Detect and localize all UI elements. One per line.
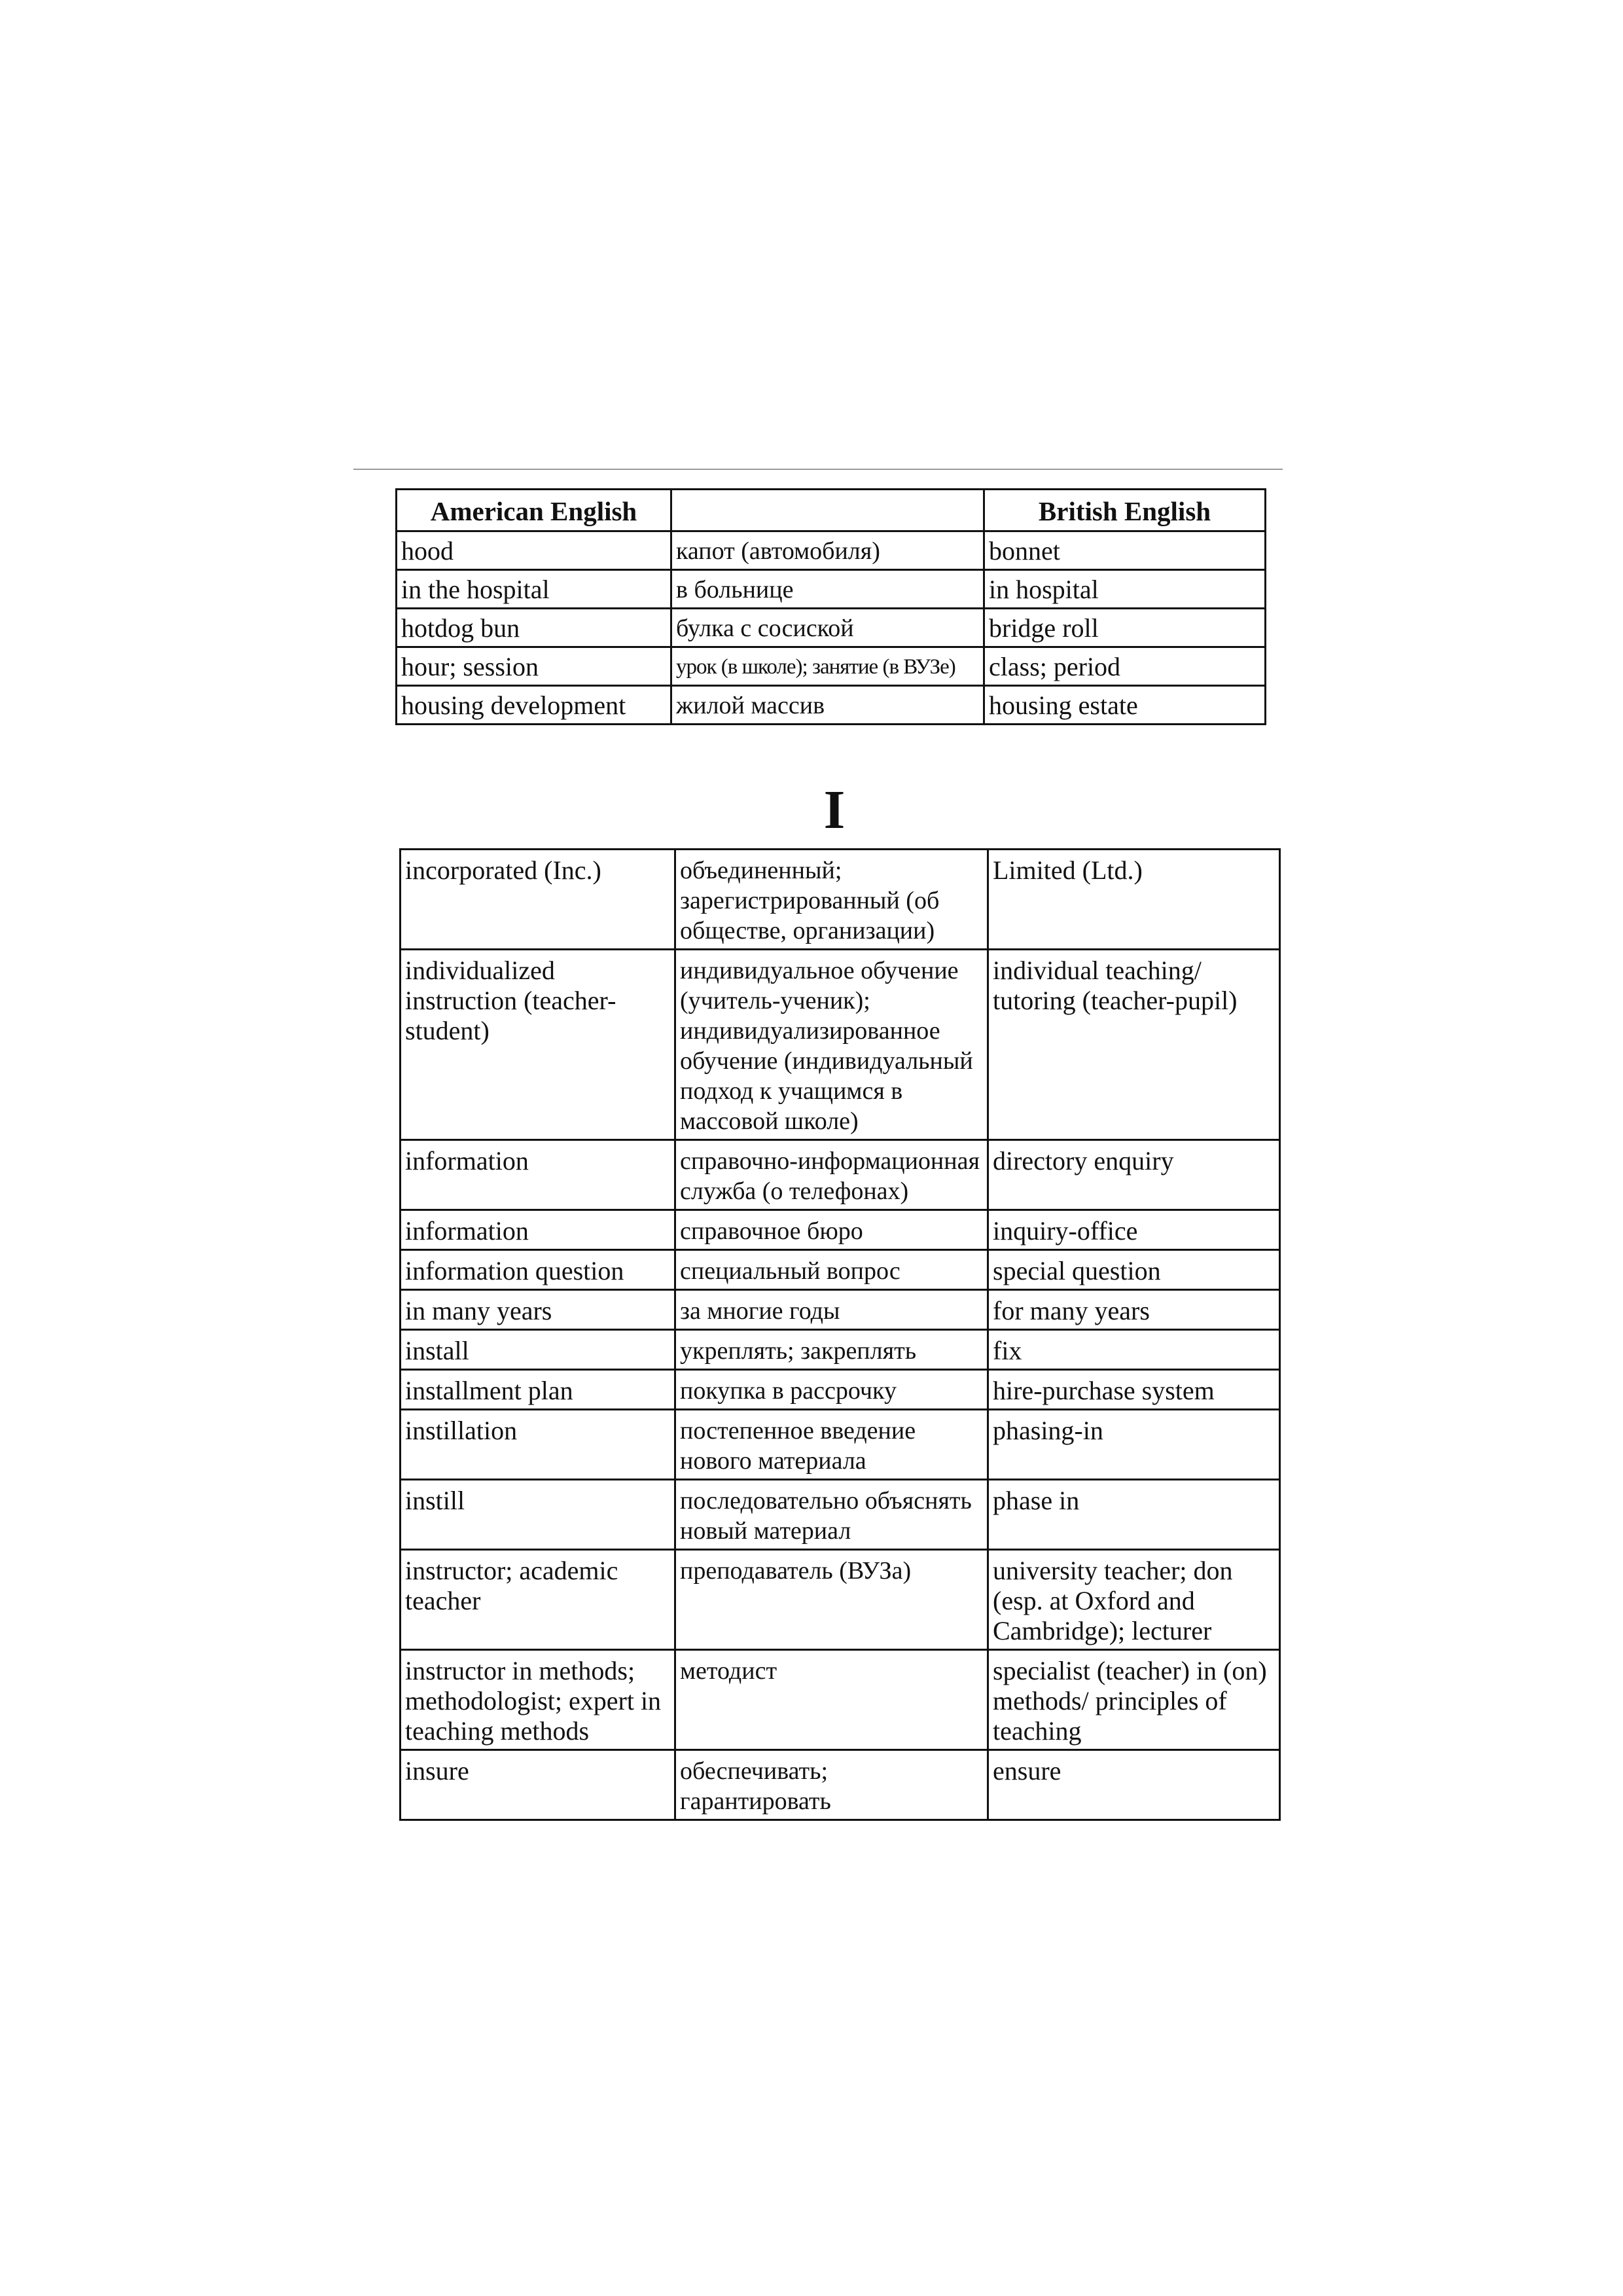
american-term: in many years [401, 1290, 675, 1330]
british-term: phase in [988, 1480, 1280, 1550]
table-row [401, 1550, 1280, 1650]
american-term: housing development [397, 686, 671, 725]
table-row [401, 1480, 1280, 1550]
british-term: phasing-in [988, 1410, 1280, 1480]
header-american-english: American English [397, 490, 671, 531]
british-term: hire-purchase system [988, 1370, 1280, 1410]
russian-translation: специальный вопрос [675, 1250, 988, 1290]
russian-translation: справочно-информационная служба (о телефонах) [675, 1140, 988, 1210]
american-term: insure [401, 1750, 675, 1820]
american-term: information question [401, 1250, 675, 1290]
american-term: in the hospital [397, 570, 671, 609]
russian-translation: индивидуальное обучение (учитель-ученик); индивидуализированное обучение (индивидуальный подход к учащимся в массовой школе) [675, 950, 988, 1140]
american-term: instructor; academic teacher [401, 1550, 675, 1650]
header-translation [671, 490, 984, 531]
russian-translation: методист [675, 1650, 988, 1750]
table-row [397, 570, 1266, 609]
russian-translation: справочное бюро [675, 1210, 988, 1250]
british-term: directory enquiry [988, 1140, 1280, 1210]
table-row [401, 1250, 1280, 1290]
vocab-table-h [395, 488, 1266, 725]
russian-translation: последовательно объяснять новый материал [675, 1480, 988, 1550]
table-header-row [397, 490, 1266, 531]
table-row [401, 1140, 1280, 1210]
british-term: special question [988, 1250, 1280, 1290]
table-row [397, 686, 1266, 725]
table-row [401, 850, 1280, 950]
british-term: inquiry-office [988, 1210, 1280, 1250]
table-row [397, 531, 1266, 570]
table-row [401, 1750, 1280, 1820]
table-row [401, 1210, 1280, 1250]
american-term: hotdog bun [397, 609, 671, 647]
british-term: class; period [984, 647, 1266, 686]
russian-translation: урок (в школе); занятие (в ВУЗе) [671, 647, 984, 686]
american-term: information [401, 1140, 675, 1210]
russian-translation: преподаватель (ВУЗа) [675, 1550, 988, 1650]
russian-translation: жилой массив [671, 686, 984, 725]
british-term: fix [988, 1330, 1280, 1370]
american-term: hour; session [397, 647, 671, 686]
american-term: instillation [401, 1410, 675, 1480]
british-term: specialist (teacher) in (on) methods/ principles of teaching [988, 1650, 1280, 1750]
table-row [397, 647, 1266, 686]
american-term: instill [401, 1480, 675, 1550]
british-term: for many years [988, 1290, 1280, 1330]
russian-translation: обеспечивать; гарантировать [675, 1750, 988, 1820]
british-term: ensure [988, 1750, 1280, 1820]
british-term: bridge roll [984, 609, 1266, 647]
american-term: install [401, 1330, 675, 1370]
table-row [401, 1410, 1280, 1480]
russian-translation: покупка в рассрочку [675, 1370, 988, 1410]
russian-translation: постепенное введение нового материала [675, 1410, 988, 1480]
table-row [401, 1370, 1280, 1410]
british-term: university teacher; don (esp. at Oxford and Cambridge); lecturer [988, 1550, 1280, 1650]
table-row [397, 609, 1266, 647]
russian-translation: в больнице [671, 570, 984, 609]
russian-translation: за многие годы [675, 1290, 988, 1330]
table-row [401, 1290, 1280, 1330]
american-term: incorporated (Inc.) [401, 850, 675, 950]
russian-translation: булка с сосиской [671, 609, 984, 647]
british-term: individual teaching/ tutoring (teacher-pupil) [988, 950, 1280, 1140]
header-british-english: British English [984, 490, 1266, 531]
british-term: bonnet [984, 531, 1266, 570]
table-row [401, 950, 1280, 1140]
russian-translation: объединенный; зарегистрированный (об обществе, организации) [675, 850, 988, 950]
british-term: in hospital [984, 570, 1266, 609]
american-term: installment plan [401, 1370, 675, 1410]
table-row [401, 1650, 1280, 1750]
russian-translation: укреплять; закреплять [675, 1330, 988, 1370]
russian-translation: капот (автомобиля) [671, 531, 984, 570]
american-term: instructor in methods; methodologist; expert in teaching methods [401, 1650, 675, 1750]
british-term: Limited (Ltd.) [988, 850, 1280, 950]
table-row [401, 1330, 1280, 1370]
section-letter-heading: I [823, 780, 846, 840]
vocab-table-i [399, 848, 1281, 1821]
american-term: individualized instruction (teacher-student) [401, 950, 675, 1140]
american-term: information [401, 1210, 675, 1250]
top-rule [353, 469, 1283, 470]
british-term: housing estate [984, 686, 1266, 725]
american-term: hood [397, 531, 671, 570]
